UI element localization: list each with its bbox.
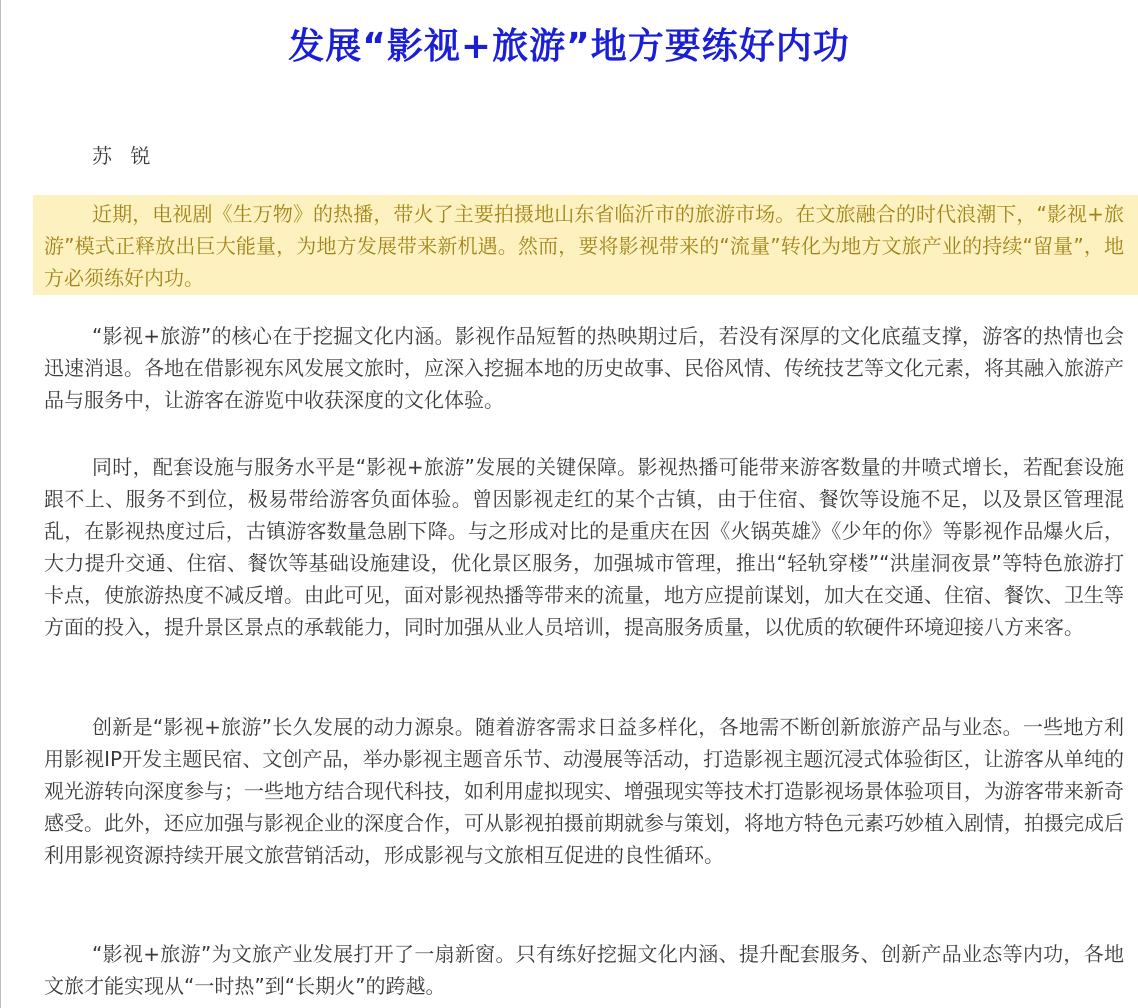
paragraph-4: 创新是“影视+旅游”长久发展的动力源泉。随着游客需求日益多样化，各地需不断创新旅游产品与业态。一些地方利用影视IP开发主题民宿、文创产品，举办影视主题音乐节、动漫展等活动，打造影视主题沉浸式体验街区，让游客从单纯的观光游转向深度参与；一些地方结合现代科技，如利用虚拟现实、增强现实等技术打造影视场景体验项目，为游客带来新奇感受。此外，还应加强与影视企业的深度合作，可从影视拍摄前期就参与策划，将地方特色元素巧妙植入剧情，拍摄完成后利用影视资源持续开展文旅营销活动，形成影视与文旅相互促进的良性循环。 bbox=[44, 715, 1124, 867]
article-author: 苏 锐 bbox=[92, 144, 157, 168]
paragraph-2: “影视+旅游”的核心在于挖掘文化内涵。影视作品短暂的热映期过后，若没有深厚的文化底蕴支撑，游客的热情也会迅速消退。各地在借影视东风发展文旅时，应深入挖掘本地的历史故事、民俗风情、传统技艺等文化元素，将其融入旅游产品与服务中，让游客在游览中收获深度的文化体验。 bbox=[44, 324, 1124, 412]
paragraph-3: 同时，配套设施与服务水平是“影视+旅游”发展的关键保障。影视热播可能带来游客数量的井喷式增长，若配套设施跟不上、服务不到位，极易带给游客负面体验。曾因影视走红的某个古镇，由于住宿、餐饮等设施不足，以及景区管理混乱，在影视热度过后，古镇游客数量急剧下降。与之形成对比的是重庆在因《火锅英雄》《少年的你》等影视作品爆火后，大力提升交通、住宿、餐饮等基础设施建设，优化景区服务，加强城市管理，推出“轻轨穿楼”“洪崖洞夜景”等特色旅游打卡点，使旅游热度不减反增。由此可见，面对影视热播等带来的流量，地方应提前谋划，加大在交通、住宿、餐饮、卫生等方面的投入，提升景区景点的承载能力，同时加强从业人员培训，提高服务质量，以优质的软硬件环境迎接八方来客。 bbox=[44, 455, 1124, 639]
paragraph-1: 近期，电视剧《生万物》的热播，带火了主要拍摄地山东省临沂市的旅游市场。在文旅融合的时代浪潮下，“影视+旅游”模式正释放出巨大能量，为地方发展带来新机遇。然而，要将影视带来的“流量”转化为地方文旅产业的持续“留量”，地方必须练好内功。 bbox=[44, 202, 1124, 290]
paragraph-5: “影视+旅游”为文旅产业发展打开了一扇新窗。只有练好挖掘文化内涵、提升配套服务、创新产品业态等内功，各地文旅才能实现从“一时热”到“长期火”的跨越。 bbox=[44, 942, 1124, 998]
page-left-border bbox=[0, 0, 1, 1008]
article-title: 发展“影视+旅游”地方要练好内功 bbox=[288, 26, 850, 67]
